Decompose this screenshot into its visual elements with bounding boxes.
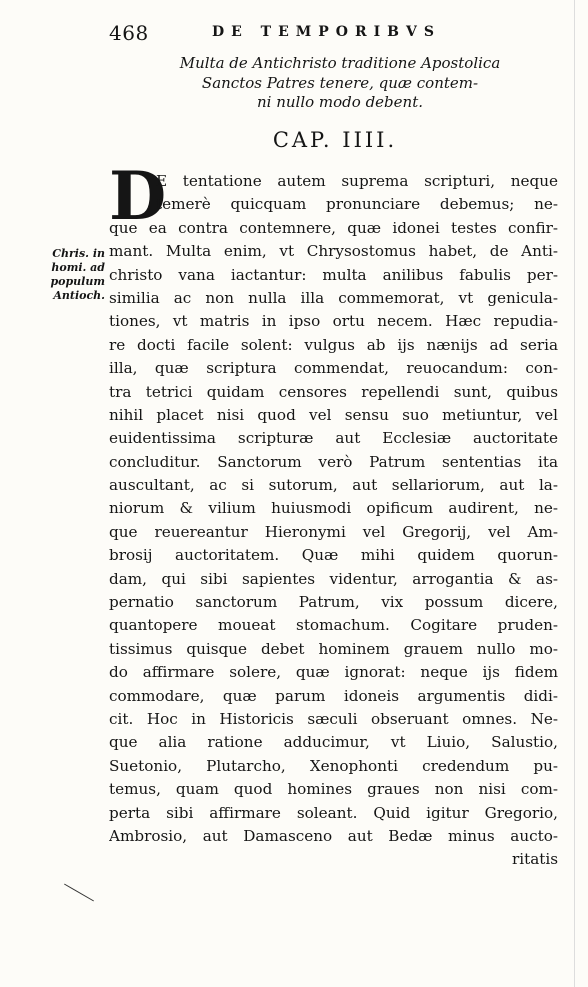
text-line: pernatio sanctorum Patrum, vix possum dicere, <box>109 593 558 612</box>
text-line: E tentatione autem suprema scripturi, neque <box>156 172 558 190</box>
text-line: cit. Hoc in Historicis sæculi obseruant omnes. Ne- <box>109 709 558 728</box>
marginal-note-line: Antioch. <box>53 289 105 302</box>
text-line: tiones, vt matris in ipso ortu necem. Hæc repudia- <box>109 312 558 331</box>
text-line: mant. Multa enim, vt Chrysostomus habet, de Anti- <box>109 242 558 261</box>
summary-line: ni nullo modo debent. <box>256 93 423 111</box>
catchword: ritatis <box>511 850 558 869</box>
text-line: perta sibi affirmare soleant. Quid igitur Gregorio, <box>109 803 558 822</box>
text-line: que ea contra contemnere, quæ idonei testes confir- <box>109 218 558 237</box>
text-line: dam, qui sibi sapientes videntur, arrogantia & as- <box>109 569 558 588</box>
text-line: temus, quam quod homines graues non nisi com- <box>109 780 558 799</box>
marginal-note-line: populum <box>50 275 105 288</box>
text-line: similia ac non nulla illa commemorat, vt genicula- <box>109 288 558 307</box>
chapter-title: CAP. IIII. <box>272 128 398 152</box>
text-line: niorum & vilium huiusmodi opificum audirent, ne- <box>109 499 558 518</box>
ink-smudge <box>64 884 94 902</box>
text-line: tra tetrici quidam censores repellendi sunt, quibus <box>109 382 558 401</box>
marginal-note <box>33 247 105 303</box>
text-line: quantopere moueat stomachum. Cogitare pruden- <box>109 616 558 635</box>
summary-line: Sanctos Patres tenere, quæ contem- <box>201 73 479 92</box>
text-line: nihil placet nisi quod vel sensu suo metiuntur, vel <box>109 405 558 424</box>
text-line: que reuereantur Hieronymi vel Gregorij, vel Am- <box>109 522 558 541</box>
text-line: Suetonio, Plutarcho, Xenophonti credendum pu- <box>109 756 558 775</box>
text-line: do affirmare solere, quæ ignorat: neque ijs fidem <box>109 663 558 682</box>
text-line: tissimus quisque debet hominem grauem nullo mo- <box>109 639 558 658</box>
text-line: que alia ratione adducimur, vt Liuio, Salustio, <box>109 733 558 752</box>
text-line: christo vana iactantur: multa anilibus fabulis per- <box>109 265 558 284</box>
page-edge <box>574 0 575 987</box>
summary-line: Multa de Antichristo traditione Apostolica <box>179 54 501 72</box>
text-line: Ambrosio, aut Damasceno aut Bedæ minus aucto- <box>109 826 558 845</box>
drop-cap: D <box>109 157 167 235</box>
text-line: commodare, quæ parum idoneis argumentis didi- <box>109 686 558 705</box>
text-line: brosij auctoritatem. Quæ mihi quidem quorun- <box>109 546 558 565</box>
marginal-note-line: homi. ad <box>51 261 105 274</box>
text-line: concluditur. Sanctorum verò Patrum sententias ita <box>109 452 558 471</box>
text-line: euidentissima scripturæ aut Ecclesiæ auctoritate <box>109 429 558 448</box>
text-line: re docti facile solent: vulgus ab ijs nænijs ad seria <box>109 335 558 354</box>
body-text <box>109 170 558 872</box>
chapter-summary <box>140 54 540 113</box>
text-line: temerè quicquam pronunciare debemus; ne- <box>156 195 558 214</box>
page-number: 468 <box>109 21 149 45</box>
text-line: illa, quæ scriptura commendat, reuocandum: con- <box>109 359 558 378</box>
text-line: auscultant, ac si sutorum, aut sellariorum, aut la- <box>109 476 558 495</box>
running-head: DE TEMPORIBVS <box>212 24 441 40</box>
marginal-note-line: Chris. in <box>52 247 105 260</box>
